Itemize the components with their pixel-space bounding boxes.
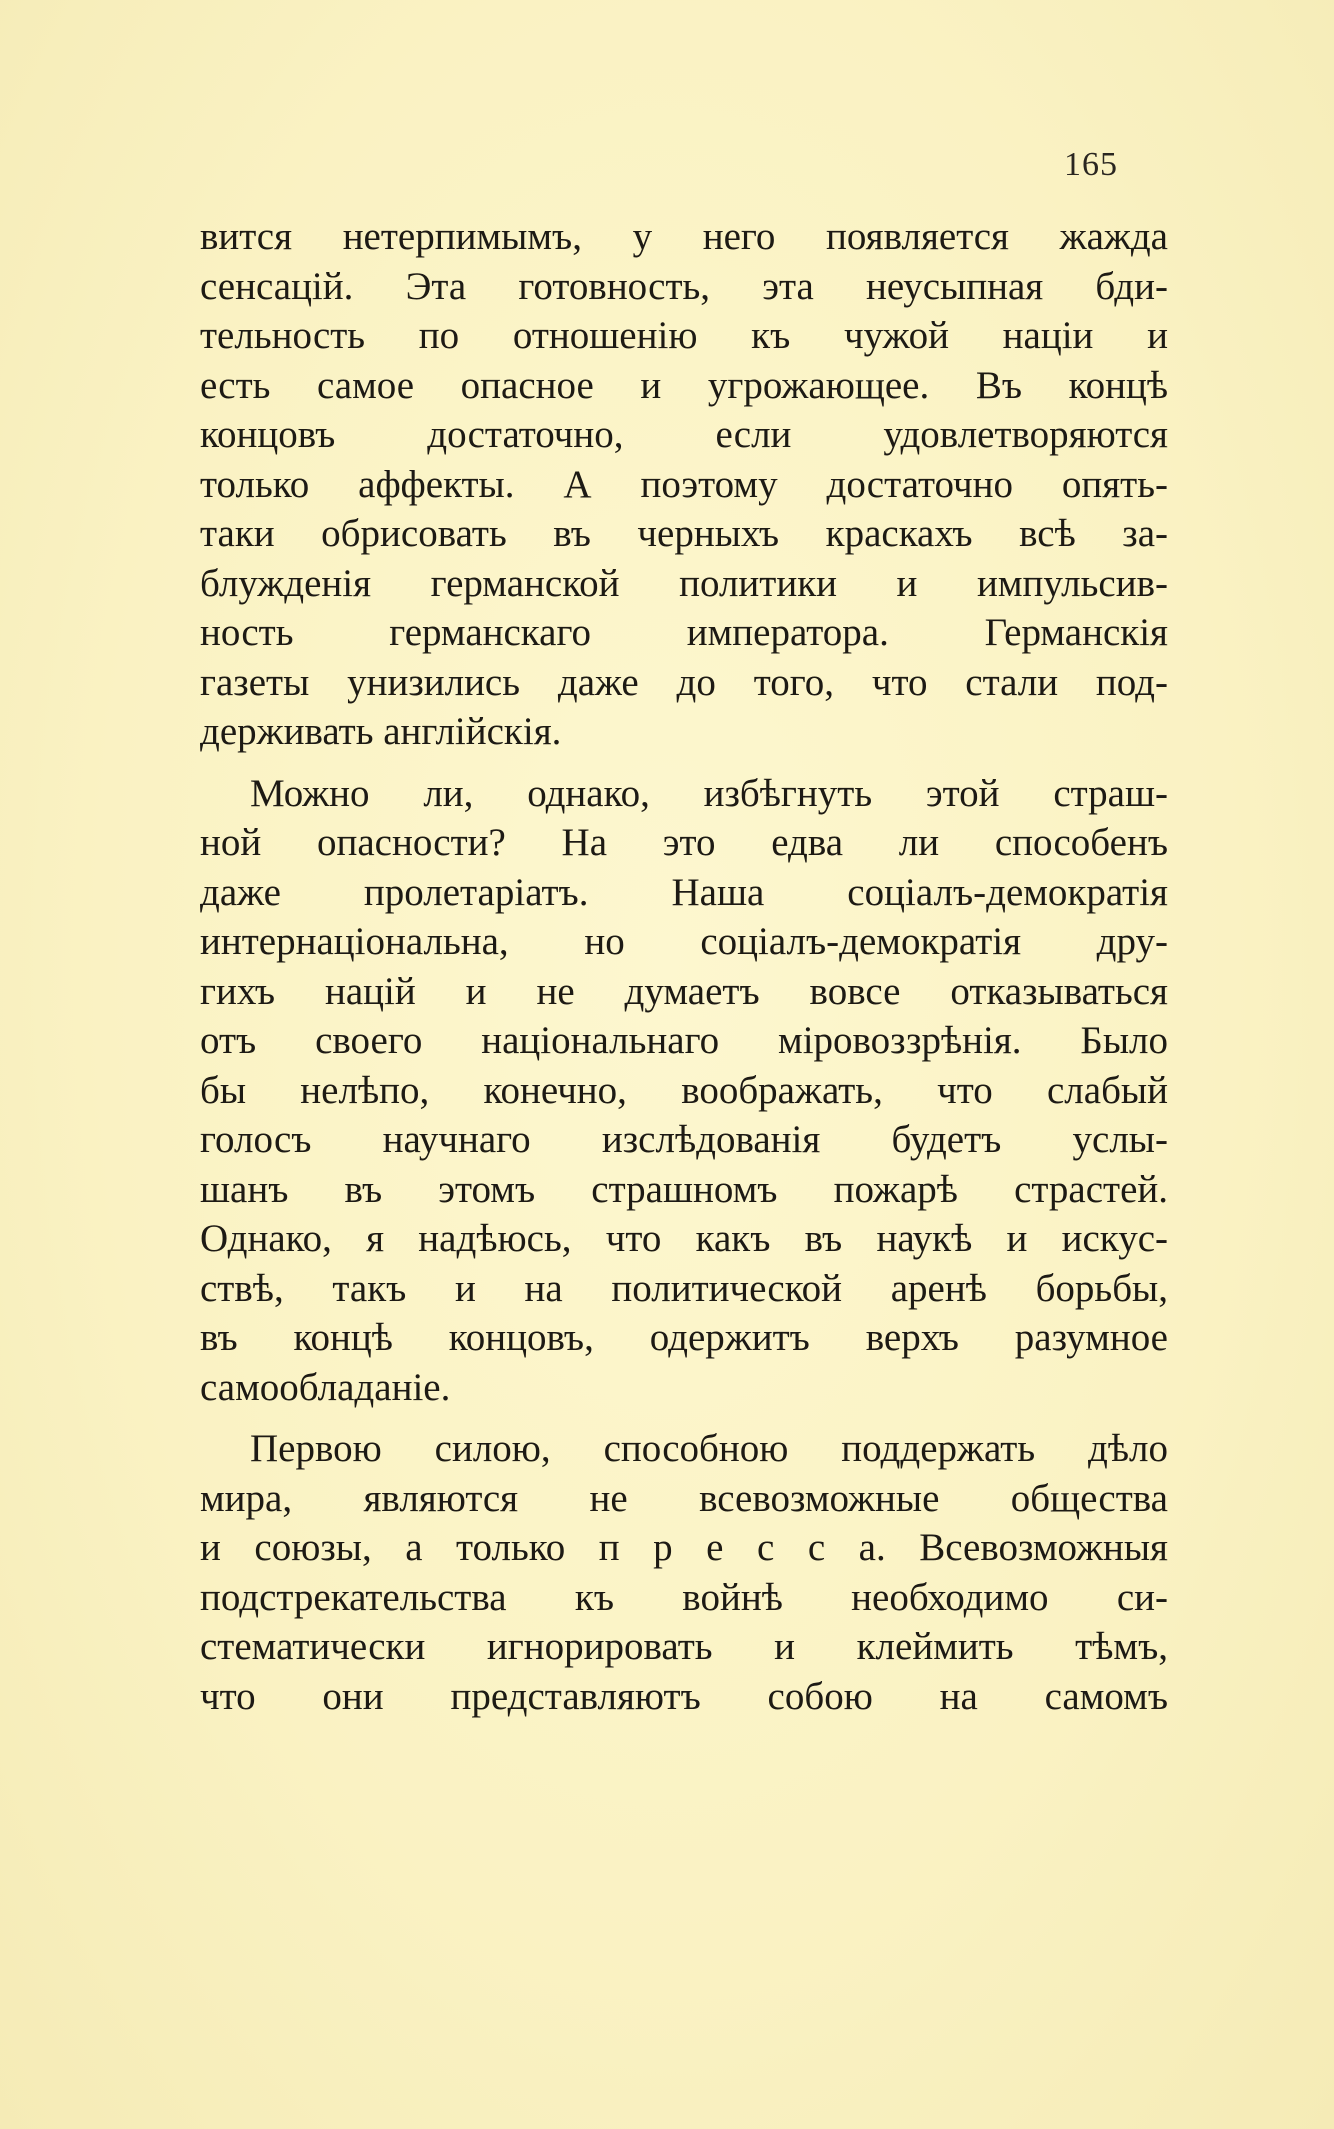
paragraph-gap [200,1412,1168,1424]
paragraph-3 [200,1424,1168,1721]
text-line: ствѣ, такъ и на политической аренѣ борьбы, [200,1266,1168,1310]
text-line: даже пролетаріатъ. Наша соціалъ-демократія [200,870,1168,914]
text-line: подстрекательства къ войнѣ необходимо си- [200,1575,1168,1619]
text-line: вится нетерпимымъ, у него появляется жажда [200,215,1168,258]
text-line: отъ своего національнаго міровоззрѣнія. Было [200,1019,1168,1062]
text-line: Однако, я надѣюсь, что какъ въ наукѣ и искус- [200,1217,1168,1260]
text-line: газеты унизились даже до того, что стали под- [200,660,1168,704]
text-line: мира, являются не всевозможные общества [200,1476,1168,1520]
text-line: ной опасности? На это едва ли способенъ [200,821,1168,864]
text-line: что они представляютъ собою на самомъ [200,1674,1168,1718]
text-line: Можно ли, однако, избѣгнуть этой страш- [250,771,1168,815]
paragraph-2 [200,769,1168,1413]
text-line: ность германскаго императора. Германскія [200,611,1168,654]
text-line: блужденія германской политики и импульсив- [200,561,1168,605]
text-line: Первою силою, способною поддержать дѣло [250,1427,1168,1470]
text-line: есть самое опасное и угрожающее. Въ концѣ [200,363,1168,407]
text-line: таки обрисовать въ черныхъ краскахъ всѣ за- [200,512,1168,555]
paragraph-1 [200,212,1168,757]
text-line: интернаціональна, но соціалъ-демократія дру- [200,920,1168,963]
text-line: концовъ достаточно, если удовлетворяются [200,413,1168,456]
paragraph-gap [200,757,1168,769]
text-line: шанъ въ этомъ страшномъ пожарѣ страстей. [200,1167,1168,1211]
text-line: только аффекты. А поэтому достаточно опять- [200,462,1168,506]
body-text [200,212,1168,1721]
text-line: въ концѣ концовъ, одержитъ верхъ разумное [200,1316,1168,1359]
text-line: держивать англійскія. [200,710,562,753]
page-number: 165 [1064,146,1118,183]
text-line: сенсацій. Эта готовность, эта неусыпная бди- [200,264,1168,308]
text-line: тельность по отношенію къ чужой націи и [200,314,1168,357]
text-line: самообладаніе. [200,1365,451,1409]
text-line: бы нелѣпо, конечно, воображать, что слабый [200,1068,1168,1112]
text-line: и союзы, а только п р е с с а. Всевозможныя [200,1526,1168,1569]
text-line: гихъ націй и не думаетъ вовсе отказываться [200,969,1168,1013]
text-line: голосъ научнаго изслѣдованія будетъ услы- [200,1118,1168,1161]
text-line: стематически игнорировать и клеймить тѣмъ, [200,1625,1168,1668]
